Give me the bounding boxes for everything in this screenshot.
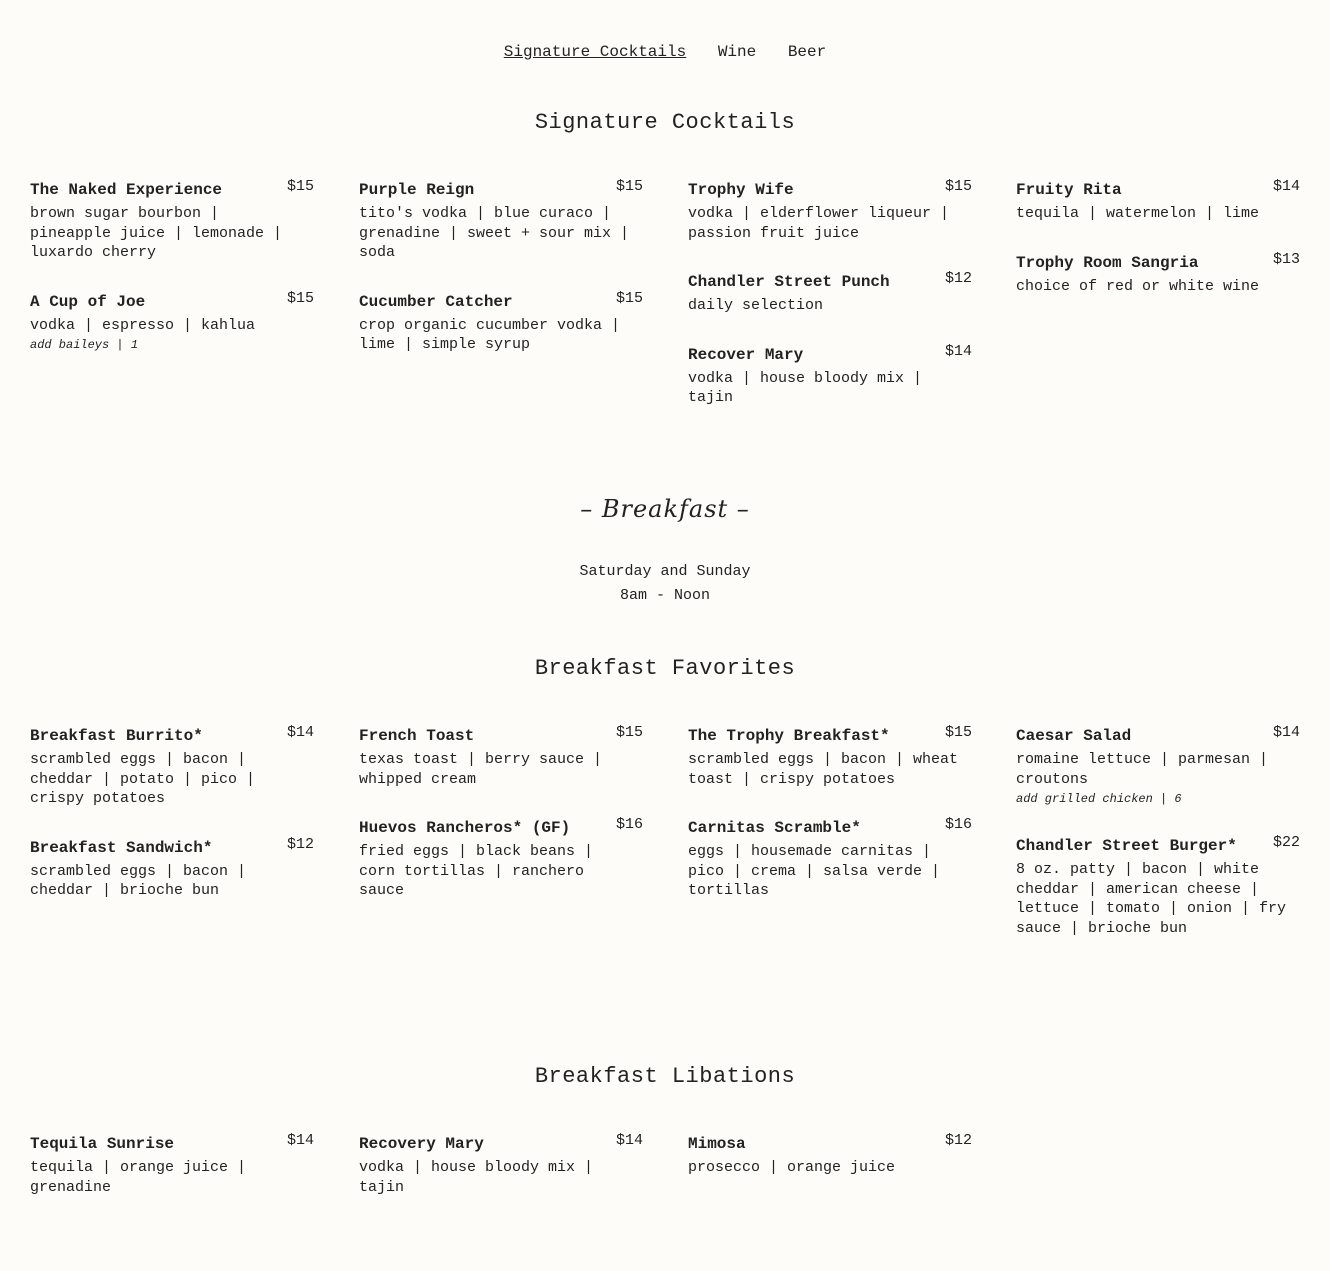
item-price: $15	[615, 289, 643, 307]
item-description: daily selection	[688, 297, 824, 314]
item-description: choice of red or white wine	[1016, 277, 1260, 295]
menu-item	[359, 180, 643, 263]
item-name: Breakfast Burrito*	[30, 727, 203, 745]
breakfast-time: 8am - Noon	[619, 587, 710, 604]
item-price: $14	[1272, 724, 1300, 741]
breakfast-days: Saturday and Sunday	[579, 563, 751, 580]
menu-item	[30, 1134, 314, 1197]
item-description: vodka | house bloody mix | tajin	[688, 369, 923, 406]
item-price: $14	[1272, 178, 1300, 195]
item-price: $22	[1272, 834, 1300, 851]
menu-item	[30, 835, 314, 901]
item-name: Huevos Rancheros* (GF)	[359, 819, 571, 837]
item-description: fried eggs | black beans | corn tortillas | ranchero sauce	[359, 843, 594, 899]
item-price: $13	[1272, 250, 1300, 268]
item-name: Recovery Mary	[359, 1135, 484, 1153]
menu-item	[359, 818, 643, 901]
tab-wine[interactable]: Wine	[717, 43, 757, 61]
item-note: add baileys | 1	[30, 338, 139, 352]
item-description: romaine lettuce | parmesan | croutons	[1016, 751, 1269, 788]
item-description: vodka | espresso | kahlua	[30, 316, 256, 334]
item-name: Cucumber Catcher	[359, 292, 513, 311]
libations-column-2	[359, 1134, 643, 1197]
item-price: $14	[286, 724, 314, 741]
item-note: add grilled chicken | 6	[1016, 792, 1182, 806]
item-name: A Cup of Joe	[30, 292, 146, 311]
libations-column-3	[688, 1134, 972, 1178]
cocktails-column-2	[359, 180, 643, 355]
favorites-column-2	[359, 726, 643, 901]
menu-item	[1016, 180, 1300, 224]
item-name: Recover Mary	[688, 345, 804, 364]
item-price: $15	[615, 724, 643, 741]
menu-item	[1016, 726, 1300, 807]
menu-item	[1016, 836, 1300, 938]
favorites-column-3	[688, 726, 972, 901]
menu-item	[688, 180, 972, 243]
menu-item	[688, 726, 972, 789]
item-description: 8 oz. patty | bacon | white cheddar | american cheese | lettuce | tomato | onion | fry sauce | brioche bun	[1016, 861, 1287, 937]
menu-tabs	[0, 43, 1330, 61]
menu-item	[359, 1134, 643, 1197]
item-price: $15	[615, 178, 643, 195]
item-description: vodka | elderflower liqueur | passion fruit juice	[688, 205, 950, 242]
item-name: Tequila Sunrise	[30, 1135, 175, 1153]
item-description: tito's vodka | blue curaco | grenadine | sweet + sour mix | soda	[359, 205, 630, 261]
item-description: scrambled eggs | bacon | cheddar | potato | pico | crispy potatoes	[30, 751, 256, 807]
item-name: Caesar Salad	[1016, 727, 1132, 745]
menu-item	[688, 342, 972, 408]
cocktails-column-1	[30, 180, 314, 353]
menu-item	[30, 289, 314, 354]
item-name: French Toast	[359, 727, 475, 745]
cocktails-column-3	[688, 180, 972, 408]
tab-beer[interactable]: Beer	[787, 43, 827, 61]
item-price: $15	[286, 178, 314, 195]
section-title-signature-cocktails: Signature Cocktails	[534, 110, 796, 135]
menu-item	[359, 289, 643, 355]
menu-item	[1016, 250, 1300, 297]
libations-column-1	[30, 1134, 314, 1197]
item-name: Breakfast Sandwich*	[30, 838, 213, 857]
item-description: texas toast | berry sauce | whipped cream	[359, 751, 603, 788]
menu-item	[688, 818, 972, 901]
tab-signature-cocktails[interactable]: Signature Cocktails	[503, 43, 687, 61]
item-price: $14	[615, 1132, 643, 1149]
section-title-breakfast-favorites: Breakfast Favorites	[534, 656, 796, 681]
item-name: Trophy Room Sangria	[1016, 253, 1199, 272]
item-description: scrambled eggs | bacon | cheddar | brioche bun	[30, 862, 247, 899]
item-price: $14	[286, 1132, 314, 1149]
item-description: vodka | house bloody mix | tajin	[359, 1159, 594, 1196]
favorites-column-1	[30, 726, 314, 901]
favorites-column-4	[1016, 726, 1300, 938]
cocktails-column-4	[1016, 180, 1300, 296]
breakfast-hours	[0, 560, 1330, 608]
item-name: The Trophy Breakfast*	[688, 727, 890, 745]
item-name: The Naked Experience	[30, 181, 223, 199]
item-name: Trophy Wife	[688, 181, 794, 199]
item-name: Fruity Rita	[1016, 181, 1122, 199]
item-price: $12	[944, 270, 972, 287]
menu-item	[30, 726, 314, 809]
item-description: brown sugar bourbon | pineapple juice | lemonade | luxardo cherry	[30, 205, 283, 261]
item-price: $15	[944, 178, 972, 195]
breakfast-heading: – Breakfast –	[580, 495, 750, 523]
item-name: Purple Reign	[359, 181, 475, 199]
item-description: crop organic cucumber vodka | lime | simple syrup	[359, 316, 621, 353]
item-name: Chandler Street Punch	[688, 273, 890, 291]
item-price: $14	[944, 342, 972, 360]
item-price: $16	[615, 816, 643, 833]
item-description: tequila | orange juice | grenadine	[30, 1159, 247, 1196]
item-price: $15	[944, 724, 972, 741]
item-price: $15	[286, 289, 314, 307]
item-name: Mimosa	[688, 1135, 746, 1153]
item-price: $12	[286, 835, 314, 853]
menu-item	[688, 272, 972, 316]
item-name: Chandler Street Burger*	[1016, 837, 1237, 855]
menu-item	[688, 1134, 972, 1178]
item-description: tequila | watermelon | lime	[1016, 205, 1260, 222]
item-description: prosecco | orange juice	[688, 1159, 896, 1176]
menu-item	[30, 180, 314, 263]
section-title-breakfast-libations: Breakfast Libations	[534, 1064, 796, 1089]
menu-item	[359, 726, 643, 789]
item-description: scrambled eggs | bacon | wheat toast | crispy potatoes	[688, 751, 959, 788]
item-description: eggs | housemade carnitas | pico | crema | salsa verde | tortillas	[688, 843, 941, 899]
item-name: Carnitas Scramble*	[688, 819, 861, 837]
item-price: $12	[944, 1132, 972, 1149]
item-price: $16	[944, 816, 972, 833]
